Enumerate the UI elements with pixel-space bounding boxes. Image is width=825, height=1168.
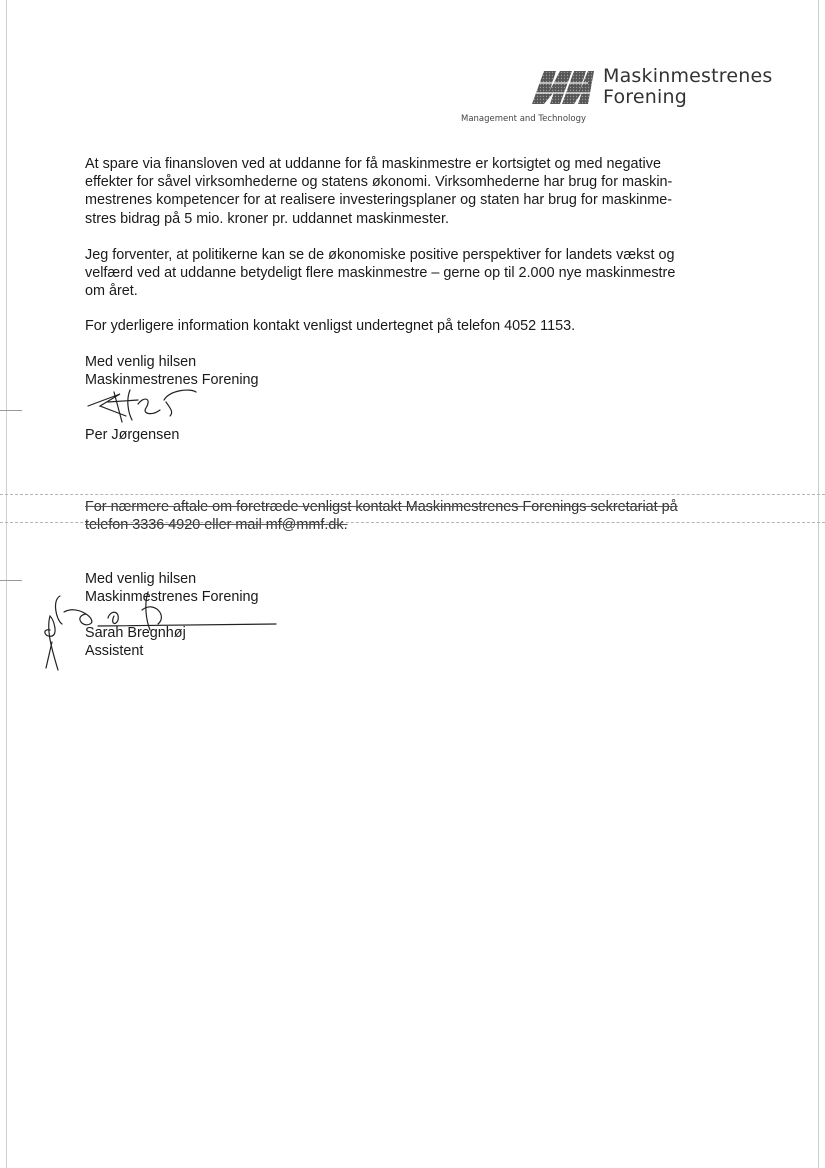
signatory-title: Assistent bbox=[85, 643, 144, 659]
body-paragraph-2: Jeg forventer, at politikerne kan se de økonomiske positive perspektiver for landets vækst og velfærd ved at uddanne betydeligt flere maskinmestre – gerne op til 2.000 nye maskinmestre om året. bbox=[85, 247, 676, 300]
logo-wordmark bbox=[603, 66, 773, 108]
scan-fold-line bbox=[0, 494, 825, 495]
body-paragraph-3: For yderligere information kontakt venligst undertegnet på telefon 4052 1153. bbox=[85, 318, 576, 334]
handwritten-signature bbox=[86, 386, 198, 426]
fold-mark bbox=[0, 410, 22, 411]
logo-mark-icon bbox=[530, 68, 596, 106]
closing-organization: Maskinmestrenes Forening bbox=[85, 372, 259, 388]
logo-name-line2: Forening bbox=[603, 86, 687, 108]
body-paragraph-1: At spare via finansloven ved at uddanne for få maskinmestre er kortsigtet og med negative effekter for såvel virksomhederne og statens økonomi. Virksomhederne har brug for maskin- mestrenes kompetencer for at realisere investeringsplaner og staten har brug for maskinme- stres bidrag på 5 mio. kroner pr. uddannet maskinmester. bbox=[85, 156, 673, 227]
fold-mark bbox=[0, 580, 22, 581]
closing-organization-2: Maskinmestrenes Forening bbox=[85, 589, 259, 605]
note-line-1: For nærmere aftale om foretræde venligst kontakt Maskinmestrenes Forenings sekretariat på bbox=[85, 499, 678, 515]
struck-note bbox=[85, 498, 678, 534]
signatory-name-2: Sarah Bregnhøj bbox=[85, 625, 186, 641]
scan-edge-right bbox=[818, 0, 819, 1168]
closing-greeting-2: Med venlig hilsen bbox=[85, 571, 197, 587]
scan-edge-left bbox=[6, 0, 7, 1168]
logo-tagline: Management and Technology bbox=[461, 114, 587, 124]
closing-greeting: Med venlig hilsen bbox=[85, 354, 197, 370]
organization-logo bbox=[458, 64, 798, 128]
note-line-2: telefon 3336 4920 eller mail mf@mmf.dk. bbox=[85, 517, 348, 533]
logo-name-line1: Maskinmestrenes bbox=[603, 65, 773, 87]
signatory-name: Per Jørgensen bbox=[85, 427, 180, 443]
